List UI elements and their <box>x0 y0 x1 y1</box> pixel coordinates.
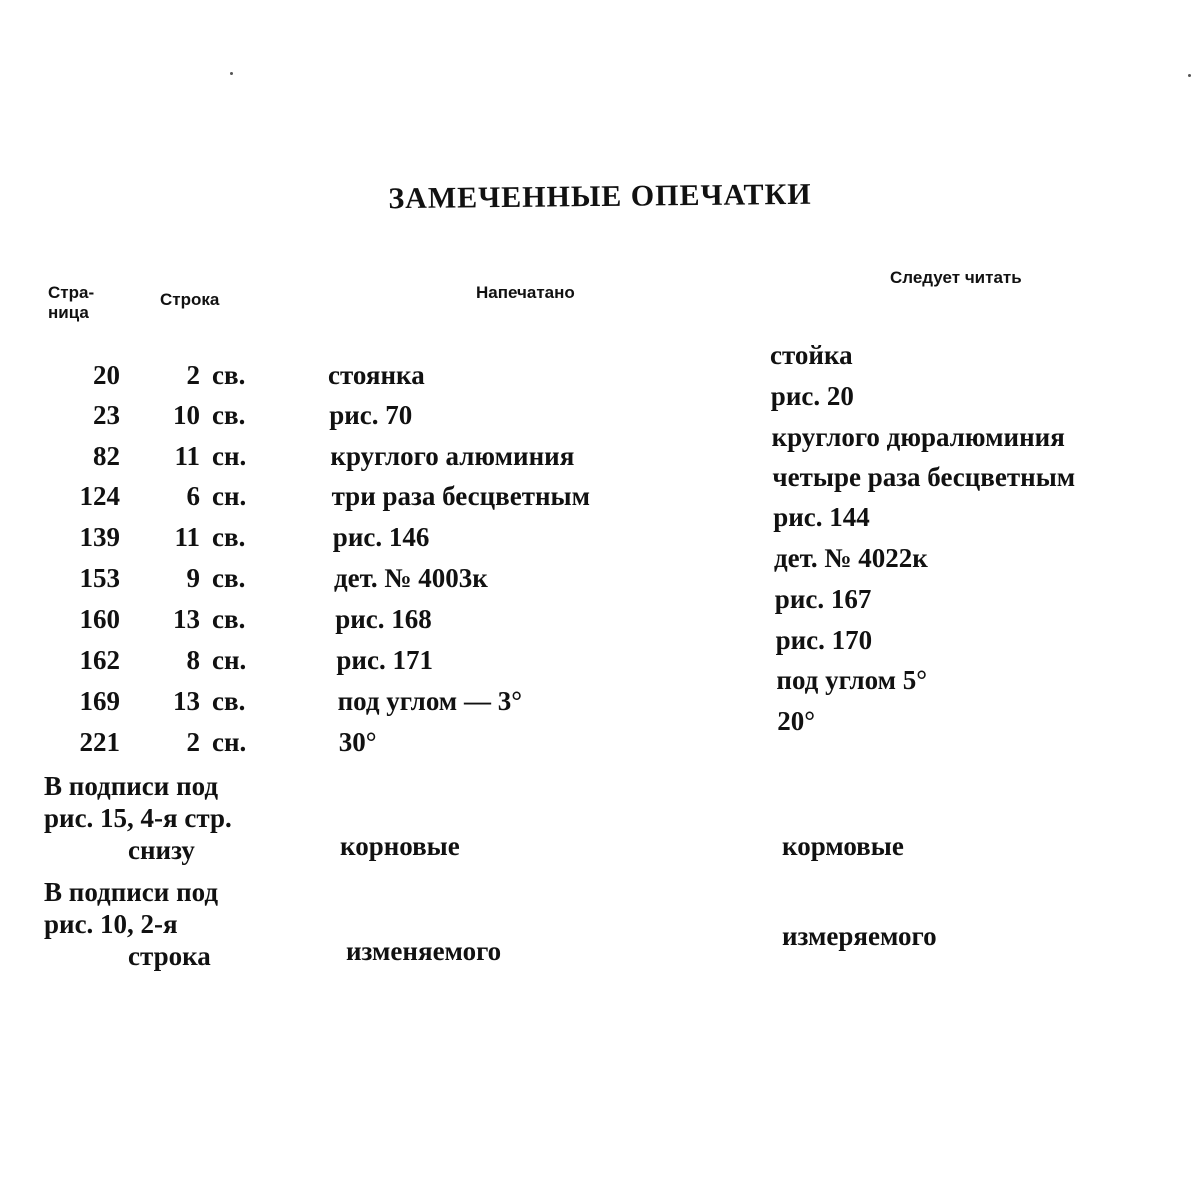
row-page: 139 <box>79 522 120 552</box>
row-correct: рис. 144 <box>773 502 870 532</box>
row-correct: круглого дюралюминия <box>771 422 1065 452</box>
note-printed: изменяемого <box>346 936 502 966</box>
scan-speck <box>1188 74 1191 77</box>
row-line-direction: св. <box>212 604 246 634</box>
row-line-number: 11 <box>174 441 200 471</box>
row-printed: три раза бесцветным <box>331 481 590 511</box>
row-printed: рис. 171 <box>336 645 433 675</box>
note-location-line: рис. 15, 4-я стр. <box>44 803 232 833</box>
row-correct: рис. 167 <box>774 584 872 614</box>
row-page: 124 <box>79 481 120 511</box>
row-printed: рис. 168 <box>335 604 432 634</box>
row-line-direction: сн. <box>212 481 247 511</box>
row-line-direction: сн. <box>212 727 247 757</box>
row-printed: стоянка <box>328 360 425 390</box>
row-line-number: 2 <box>186 360 200 390</box>
row-line-direction: сн. <box>212 645 247 675</box>
row-page: 153 <box>79 563 120 593</box>
row-correct: 20° <box>777 706 815 736</box>
row-page: 82 <box>93 441 120 471</box>
column-header-page: Стра- ница <box>48 283 95 322</box>
row-correct: стойка <box>770 340 853 370</box>
note-location <box>44 770 304 866</box>
row-line-number: 13 <box>173 604 200 634</box>
note-location-line: В подписи под <box>44 877 219 907</box>
row-line-number: 9 <box>186 563 200 593</box>
page-title: ЗАМЕЧЕННЫЕ ОПЕЧАТКИ <box>388 177 812 216</box>
row-correct: рис. 20 <box>770 381 854 411</box>
row-line-direction: св. <box>212 563 246 593</box>
row-correct: четыре раза бесцветным <box>772 462 1076 492</box>
row-printed: под углом — 3° <box>337 686 522 716</box>
row-line-number: 2 <box>186 727 200 757</box>
row-line-direction: св. <box>212 360 246 390</box>
note-location-line: рис. 10, 2-я <box>44 909 178 939</box>
row-printed: рис. 70 <box>329 400 413 430</box>
row-line-direction: св. <box>212 522 246 552</box>
note-correct: кормовые <box>782 831 904 861</box>
note-location-line: снизу <box>128 835 195 865</box>
row-correct: под углом 5° <box>776 665 928 695</box>
row-page: 160 <box>79 604 120 634</box>
row-page: 20 <box>93 360 120 390</box>
note-printed: корновые <box>340 831 460 861</box>
note-location <box>44 876 304 972</box>
row-page: 23 <box>93 400 120 430</box>
row-line-direction: св. <box>212 686 246 716</box>
row-page: 162 <box>79 645 120 675</box>
row-line-number: 6 <box>186 481 200 511</box>
row-printed: круглого алюминия <box>330 441 575 471</box>
row-printed: дет. № 4003к <box>334 563 488 593</box>
note-correct: измеряемого <box>782 921 937 951</box>
row-line-number: 10 <box>173 400 200 430</box>
row-line-direction: сн. <box>212 441 247 471</box>
row-printed: 30° <box>338 727 377 757</box>
column-header-printed: Напечатано <box>476 283 575 302</box>
note-location-line: строка <box>128 941 211 971</box>
row-line-number: 13 <box>173 686 200 716</box>
row-correct: дет. № 4022к <box>774 543 928 573</box>
row-line-number: 11 <box>174 522 200 552</box>
column-header-correct: Следует читать <box>890 268 1022 287</box>
row-page: 221 <box>79 727 120 757</box>
row-page: 169 <box>79 686 120 716</box>
note-location-line: В подписи под <box>44 771 219 801</box>
row-line-direction: св. <box>212 400 246 430</box>
row-correct: рис. 170 <box>775 625 873 655</box>
row-line-number: 8 <box>186 645 200 675</box>
scan-speck <box>230 72 233 75</box>
row-printed: рис. 146 <box>332 522 430 552</box>
column-header-line: Строка <box>160 290 220 309</box>
